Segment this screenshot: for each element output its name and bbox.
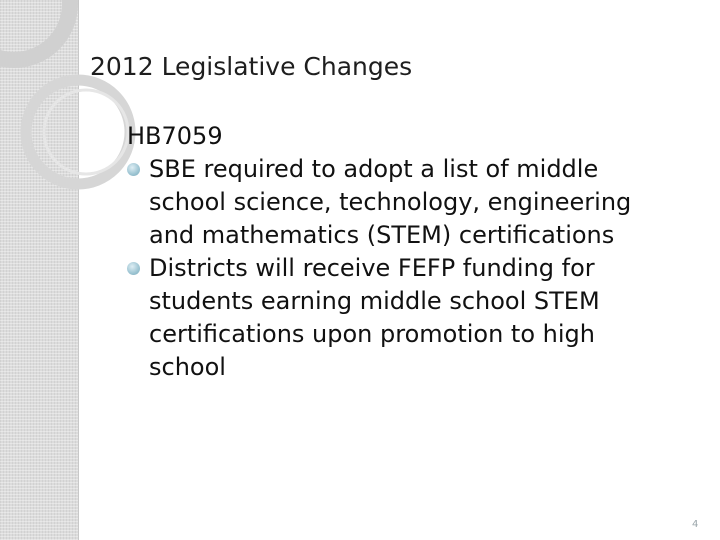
bullet-text: SBE required to adopt a list of middle school science, technology, engineering and mathematics (STEM) certifications	[149, 155, 632, 249]
bill-heading: HB7059	[127, 122, 223, 150]
page-number: 4	[692, 519, 699, 530]
bullet-item	[127, 252, 669, 384]
bullet-icon	[127, 262, 140, 275]
bullet-list	[127, 153, 687, 384]
bullet-text: Districts will receive FEFP funding for students earning middle school STEM certifications upon promotion to high school	[149, 254, 600, 381]
bullet-item	[127, 153, 669, 252]
slide-title: 2012 Legislative Changes	[90, 52, 413, 81]
slide-content	[127, 120, 687, 384]
decorative-left-band	[0, 0, 79, 540]
bullet-icon	[127, 163, 140, 176]
